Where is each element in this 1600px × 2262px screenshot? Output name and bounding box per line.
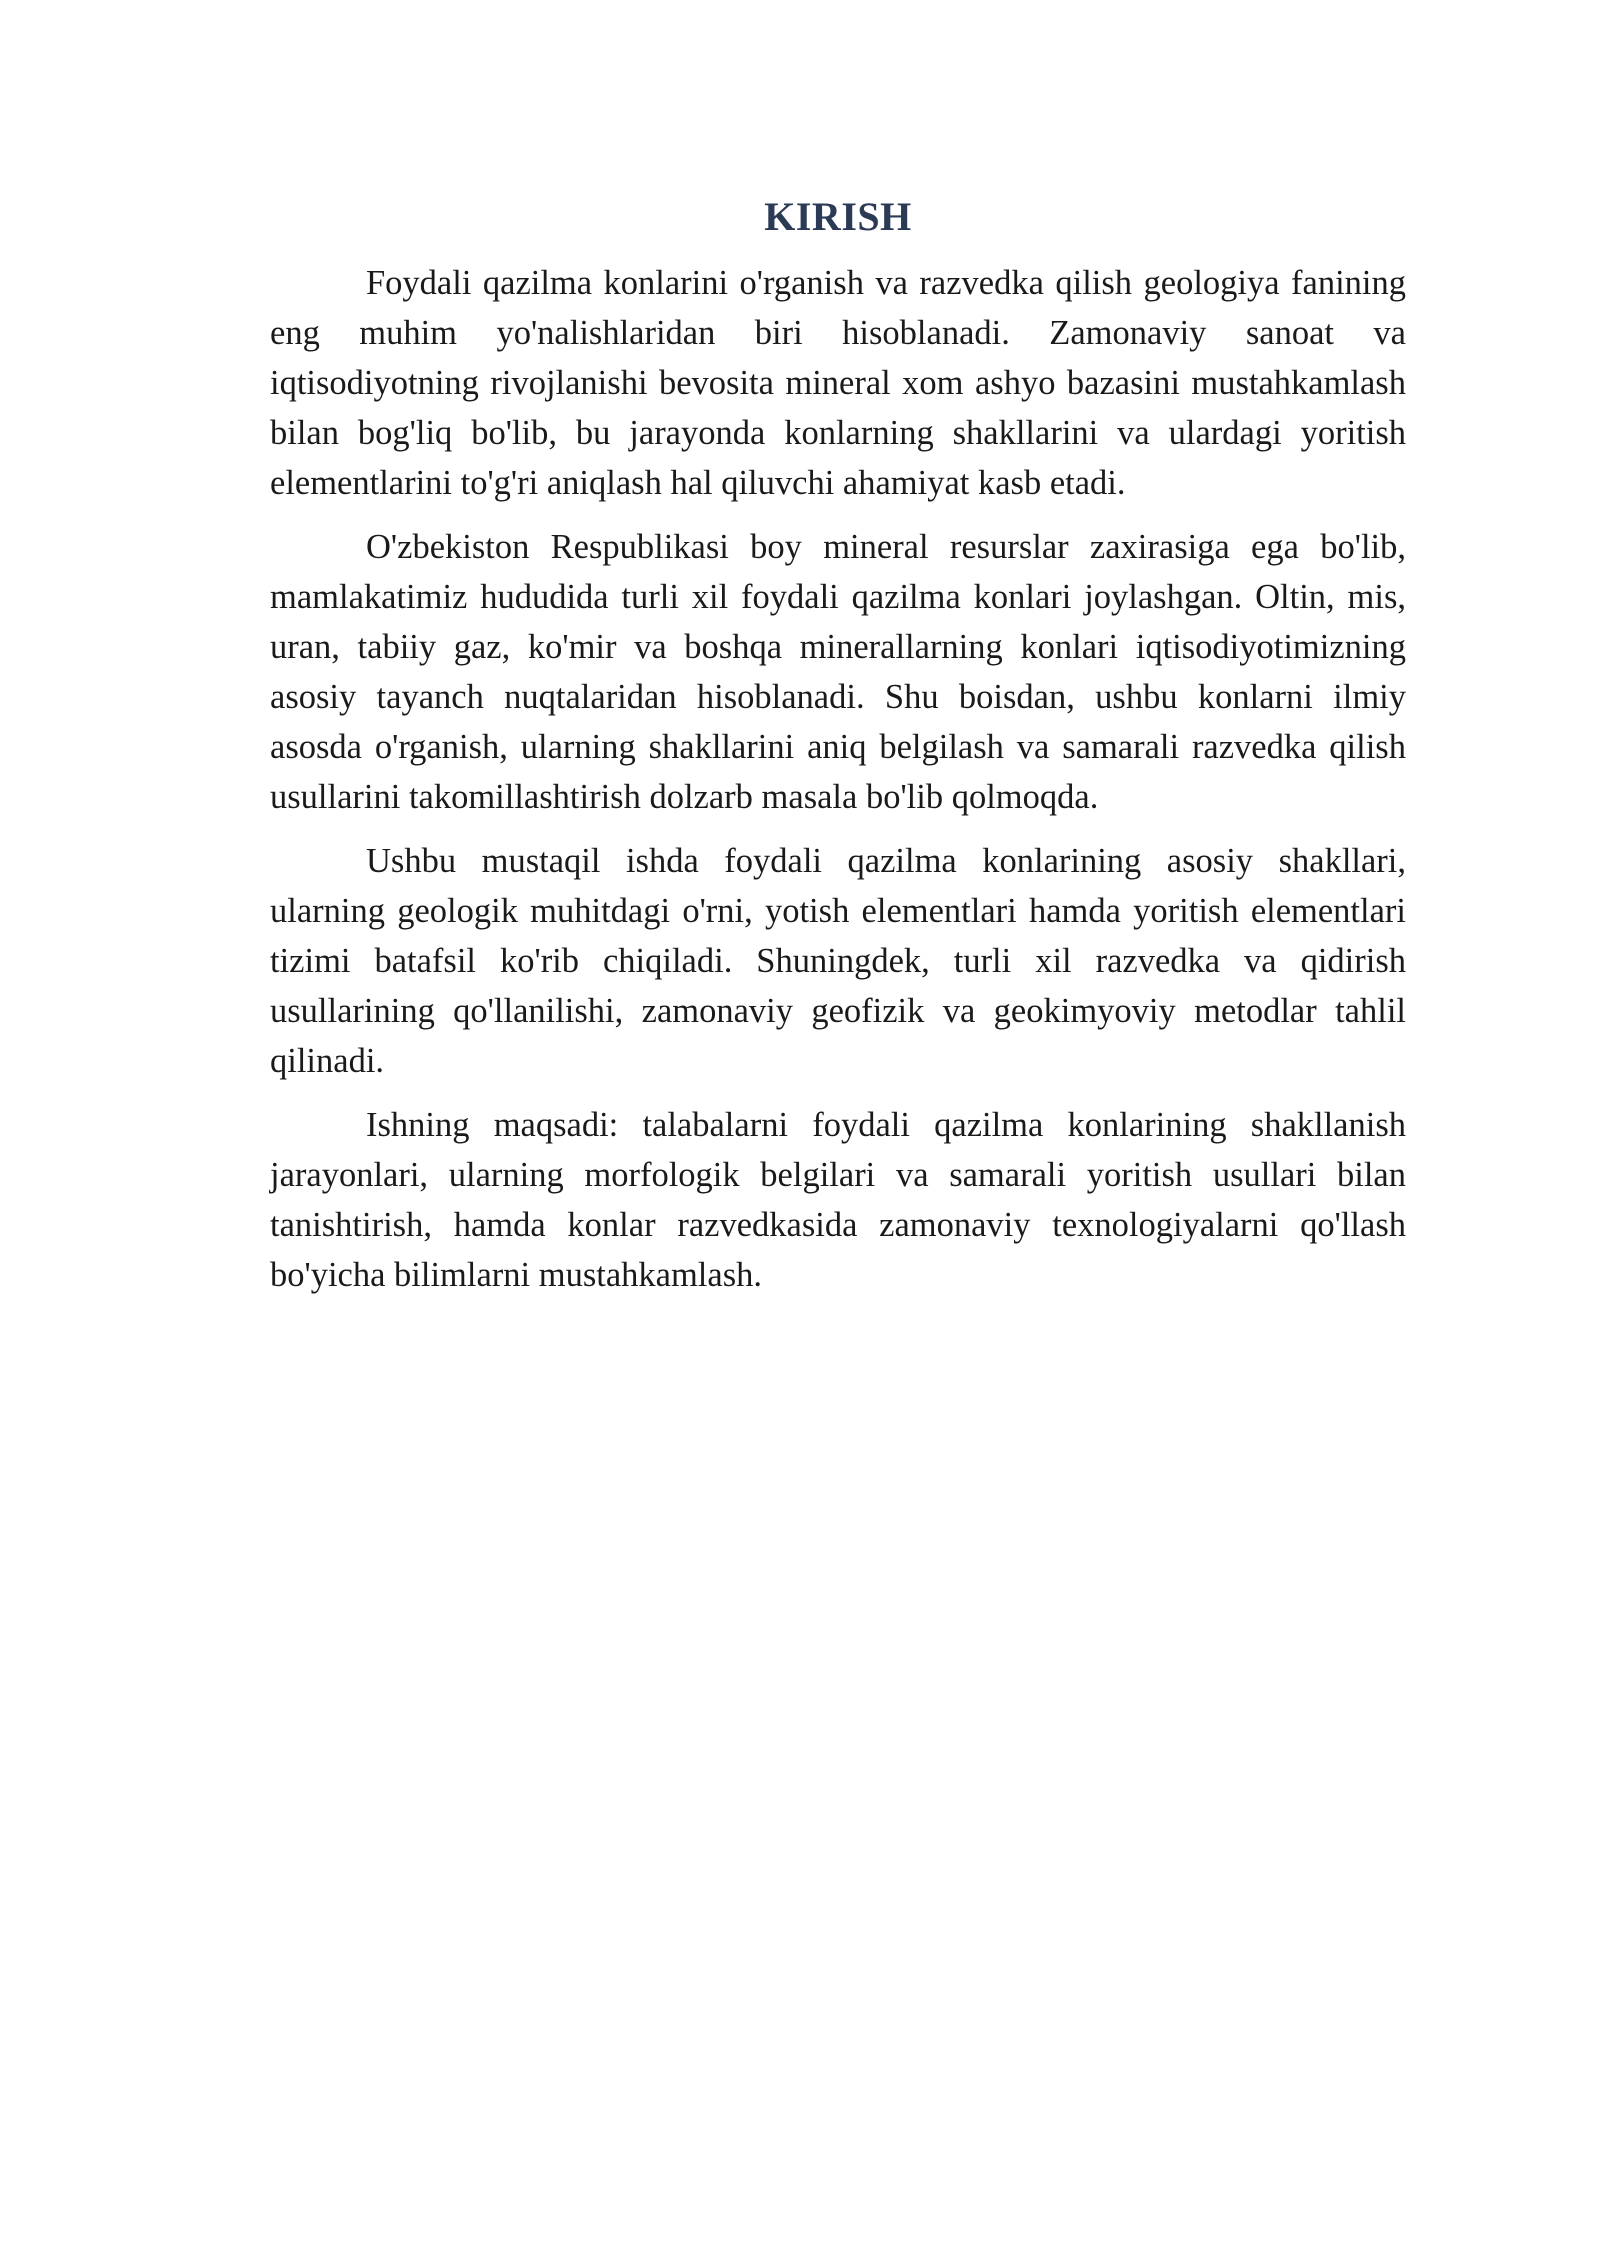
paragraph-intro: Foydali qazilma konlarini o'rganish va razvedka qilish geologiya fanining eng muhim yo'nalishlaridan biri hisoblanadi. Zamonaviy sanoat va iqtisodiyotning rivojlanishi bevosita mineral xom ashyo bazasini mustahkamlash bilan bog'liq bo'lib, bu jarayonda konlarning shakllarini va ulardagi yoritish elementlarini to'g'ri aniqlash hal qiluvchi ahamiyat kasb etadi. bbox=[270, 264, 1406, 502]
paragraph-scope: Ushbu mustaqil ishda foydali qazilma konlarining asosiy shakllari, ularning geologik muhitdagi o'rni, yotish elementlari hamda yoritish elementlari tizimi batafsil ko'rib chiqiladi. Shuningdek, turli xil razvedka va qidirish usullarining qo'llanilishi, zamonaviy geofizik va geokimyoviy metodlar tahlil qilinadi. bbox=[270, 842, 1406, 1080]
document-content bbox=[270, 190, 1406, 1314]
section-heading: KIRISH bbox=[764, 194, 912, 239]
paragraph-resources: O'zbekiston Respublikasi boy mineral resurslar zaxirasiga ega bo'lib, mamlakatimiz hududida turli xil foydali qazilma konlari joylashgan. Oltin, mis, uran, tabiiy gaz, ko'mir va boshqa minerallarning konlari iqtisodiyotimizning asosiy tayanch nuqtalaridan hisoblanadi. Shu boisdan, ushbu konlarni ilmiy asosda o'rganish, ularning shakllarini aniq belgilash va samarali razvedka qilish usullarini takomillashtirish dolzarb masala bo'lib qolmoqda. bbox=[270, 528, 1406, 816]
paragraph-goal: Ishning maqsadi: talabalarni foydali qazilma konlarining shakllanish jarayonlari, ularning morfologik belgilari va samarali yoritish usullari bilan tanishtirish, hamda konlar razvedkasida zamonaviy texnologiyalarni qo'llash bo'yicha bilimlarni mustahkamlash. bbox=[270, 1106, 1406, 1294]
